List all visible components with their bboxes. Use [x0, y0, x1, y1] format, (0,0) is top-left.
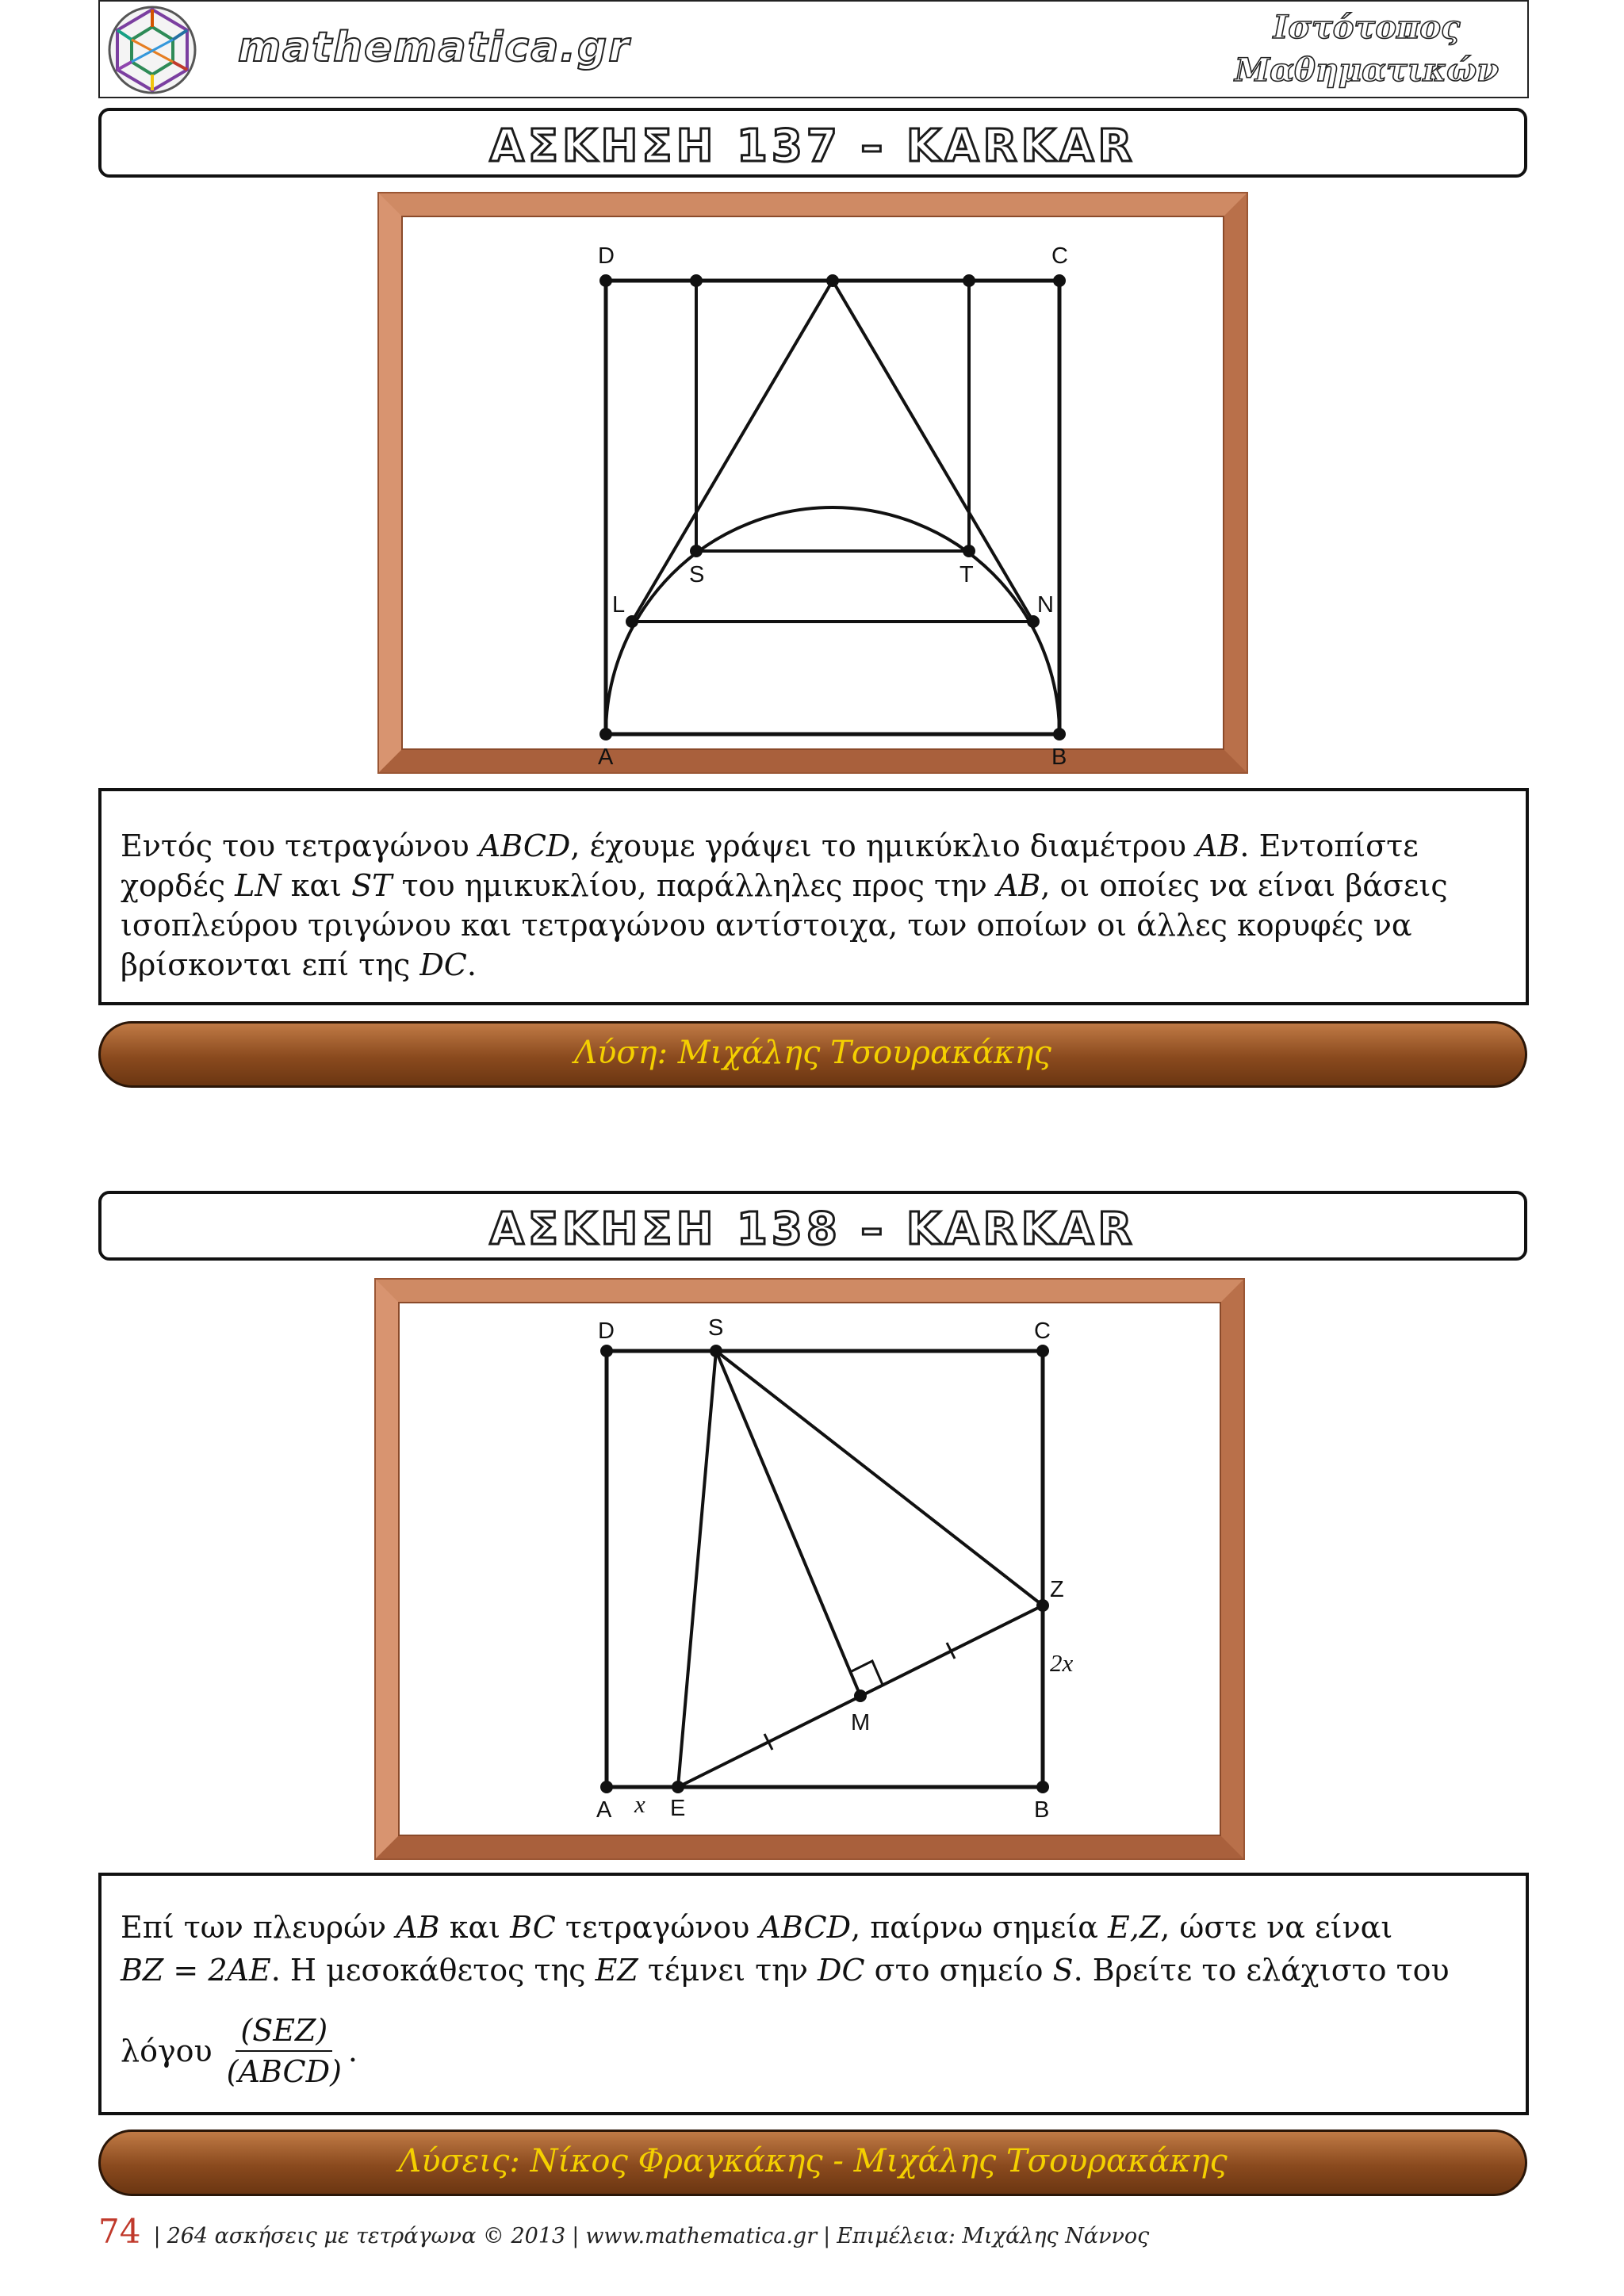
point-b: [1053, 728, 1066, 740]
label-d: D: [598, 243, 615, 269]
footer-book: 264 ασκήσεις με τετράγωνα © 2013: [167, 2224, 566, 2248]
exercise-137-figure: [401, 216, 1224, 770]
label-d: D: [598, 1318, 615, 1344]
footer-editor: Επιμέλεια: Μιχάλης Νάννος: [837, 2224, 1150, 2248]
footer-separator: |: [572, 2224, 580, 2248]
label-2x: 2x: [1050, 1649, 1074, 1677]
footer-separator: |: [153, 2224, 161, 2248]
final-period: .: [347, 2034, 358, 2068]
ratio-fraction: [227, 2011, 342, 2091]
label-n: N: [1037, 592, 1054, 618]
fraction-denominator: (ABCD): [226, 2054, 342, 2089]
point-m: [854, 1689, 867, 1702]
label-b: B: [1051, 744, 1067, 770]
site-subtitle-line1: Ιστότοπος: [1273, 9, 1461, 46]
exercise-137-figure-frame: [379, 193, 1247, 772]
problem-137-line3: ισοπλεύρου τριγώνου και τετραγώνου αντίστοιχα, των οποίων οι άλλες κορυφές να: [121, 908, 1412, 943]
problem-138-line2: BZ = 2AE. Η μεσοκάθετος της EZ τέμνει την DC στο σημείο S. Βρείτε το ελάχιστο του: [121, 1953, 1450, 1988]
site-subtitle: [1235, 6, 1499, 92]
label-s: S: [689, 562, 705, 587]
square-abcd: [607, 1351, 1043, 1787]
label-a: A: [596, 1797, 612, 1823]
point-c: [1036, 1345, 1049, 1357]
exercise-138-problem-box: [98, 1873, 1529, 2115]
point-a: [599, 728, 612, 740]
point-t: [963, 545, 975, 557]
exercise-138-solution-link[interactable]: [98, 2130, 1527, 2196]
point-e: [672, 1781, 684, 1793]
label-s: S: [708, 1315, 724, 1341]
point-d: [600, 1345, 613, 1357]
point-l: [626, 615, 638, 628]
word-logou: λόγου: [121, 2034, 213, 2068]
point-c: [1053, 274, 1066, 287]
footer-website-link[interactable]: www.mathematica.gr: [585, 2224, 818, 2248]
point-s: [690, 545, 703, 557]
point-top-1: [690, 274, 703, 287]
problem-137-line2: χορδές LN και ST του ημικυκλίου, παράλληλες προς την AB, οι οποίες να είναι βάσεις: [121, 868, 1448, 903]
label-t: T: [959, 562, 974, 587]
point-top-2: [826, 274, 839, 287]
problem-137-line4: βρίσκονται επί της DC.: [121, 947, 477, 982]
exercise-138-solution-text: Λύσεις: Νίκος Φραγκάκης - Μιχάλης Τσουρακάκης: [398, 2143, 1228, 2179]
point-a: [600, 1781, 613, 1793]
exercise-138-title: ΑΣΚΗΣΗ 138 – KARKAR: [489, 1203, 1136, 1255]
point-s: [710, 1345, 722, 1357]
label-c: C: [1034, 1318, 1051, 1344]
fraction-numerator: (SEZ): [236, 2011, 332, 2052]
exercise-138-figure-frame: [376, 1280, 1243, 1858]
point-d: [599, 274, 612, 287]
label-c: C: [1051, 243, 1068, 269]
exercise-138-title-bar: [98, 1191, 1527, 1261]
label-b: B: [1034, 1797, 1050, 1823]
page-header: [98, 0, 1529, 98]
exercise-137-problem-box: [98, 788, 1529, 1005]
site-subtitle-line2: Μαθηματικών: [1235, 52, 1499, 89]
page-footer: [98, 2212, 1149, 2251]
label-m: M: [851, 1710, 871, 1735]
label-e: E: [670, 1796, 686, 1821]
triangle-side-left: [632, 281, 833, 622]
label-x: x: [634, 1790, 645, 1818]
page-number: 74: [98, 2212, 141, 2251]
exercise-137-solution-text: Λύση: Μιχάλης Τσουρακάκης: [574, 1035, 1051, 1071]
exercise-137-solution-link[interactable]: [98, 1021, 1527, 1088]
point-b: [1036, 1781, 1049, 1793]
problem-138-line3: [121, 2011, 1510, 2091]
segment-sm: [716, 1351, 860, 1696]
label-l: L: [612, 592, 626, 618]
triangle-side-right: [833, 281, 1033, 622]
exercise-138-figure: [398, 1302, 1221, 1836]
problem-138-line1: Επί των πλευρών AB και BC τετραγώνου ABCD, παίρνω σημεία E,Z, ώστε να είναι: [121, 1910, 1393, 1945]
exercise-137-title-bar: [98, 108, 1527, 178]
geodesic-sphere-logo-icon: [105, 3, 200, 97]
problem-137-line1: Εντός του τετραγώνου ABCD, έχουμε γράψει το ημικύκλιο διαμέτρου AB. Εντοπίστε: [121, 828, 1419, 863]
footer-separator: |: [823, 2224, 831, 2248]
exercise-137-title: ΑΣΚΗΣΗ 137 – KARKAR: [489, 121, 1136, 172]
point-z: [1036, 1599, 1049, 1612]
point-top-3: [963, 274, 975, 287]
segment-sz: [716, 1351, 1043, 1605]
label-z: Z: [1050, 1577, 1064, 1602]
label-a: A: [598, 744, 614, 770]
segment-se: [678, 1351, 716, 1787]
site-name: mathematica.gr: [238, 24, 630, 71]
